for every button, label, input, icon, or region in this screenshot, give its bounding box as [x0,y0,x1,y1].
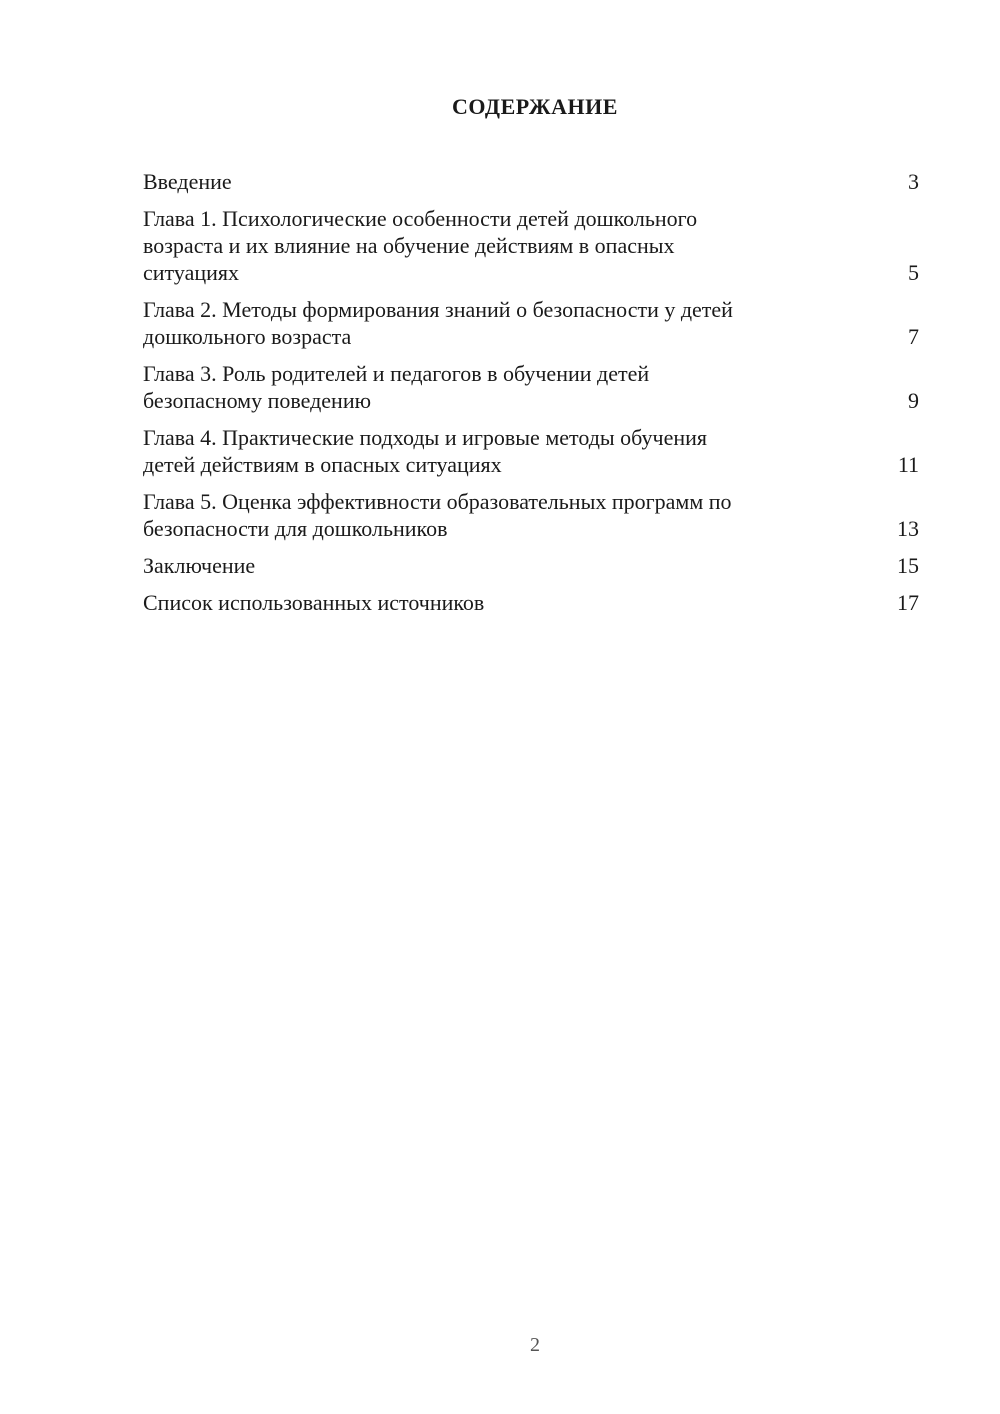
toc-entry-text: Глава 5. Оценка эффективности образовательных программ по безопасности для дошкольников [143,489,732,541]
toc-entry-references [143,589,919,616]
toc-entry-text: Глава 2. Методы формирования знаний о безопасности у детей дошкольного возраста [143,297,733,349]
toc-entry-chapter-4 [143,424,919,478]
toc-entry-text: Глава 1. Психологические особенности детей дошкольного возраста и их влияние на обучение действиям в опасных ситуациях [143,206,698,285]
toc-entry-chapter-1 [143,205,919,286]
toc-entry-page: 17 [897,590,919,615]
toc-entry-page: 11 [897,452,919,477]
toc-entry-page: 3 [908,169,919,194]
toc-entry-introduction [143,168,919,195]
toc-entry-page: 13 [897,516,919,541]
toc-entry-text: Глава 4. Практические подходы и игровые методы обучения детей действиям в опасных ситуациях [143,425,708,477]
toc-entry-conclusion [143,552,919,579]
toc-entry-page: 7 [908,324,919,349]
toc-entry-text: Глава 3. Роль родителей и педагогов в обучении детей безопасному поведению [143,361,650,413]
toc-entry-text: Список использованных источников [143,590,485,615]
toc-entry-text: Введение [143,169,232,194]
page-number: 2 [530,1334,540,1356]
toc-entry-chapter-5 [143,488,919,542]
toc-title: СОДЕРЖАНИЕ [452,94,618,119]
toc-entry-chapter-2 [143,296,919,350]
toc-entry-chapter-3 [143,360,919,414]
table-of-contents [143,168,919,626]
toc-entry-text: Заключение [143,553,256,578]
toc-entry-page: 15 [897,553,919,578]
toc-entry-page: 9 [908,388,919,413]
toc-entry-page: 5 [908,260,919,285]
